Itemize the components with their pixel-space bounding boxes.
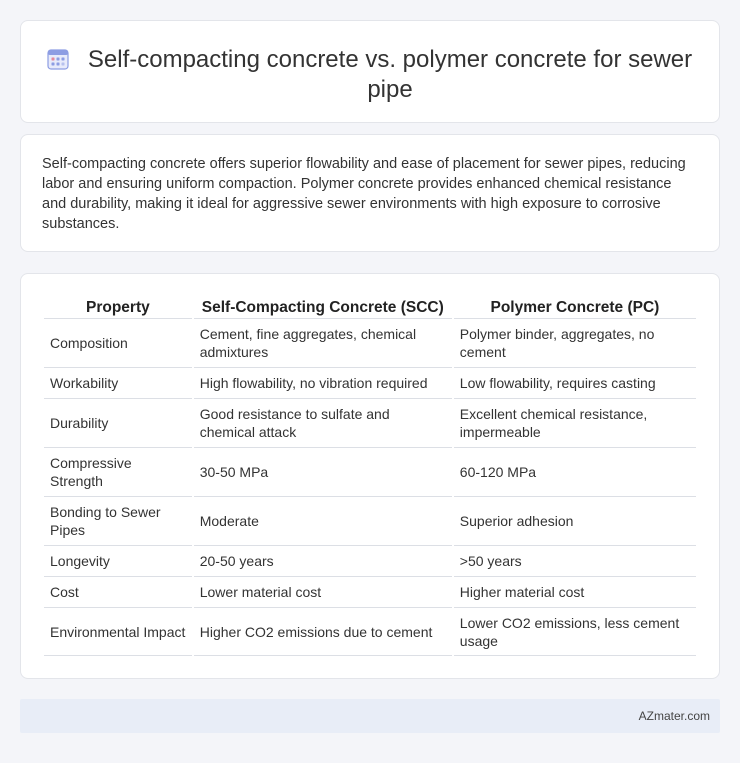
page-title: Self-compacting concrete vs. polymer concrete for sewer pipe <box>87 46 693 103</box>
table-header-row <box>44 294 696 318</box>
table-row <box>44 576 696 607</box>
scc-cell: 30-50 MPa <box>194 447 452 496</box>
summary-paragraph: Self-compacting concrete offers superior flowability and ease of placement for sewer pipes, reducing labor and ensuring uniform compaction. Polymer concrete provides enhanced chemical resistance and durability, making it ideal for aggressive sewer environments with high exposure to corrosive substances. <box>42 156 686 232</box>
column-header-property: Property <box>85 299 150 316</box>
title-card <box>20 20 720 123</box>
pc-cell: Polymer binder, aggregates, no cement <box>454 318 696 367</box>
pc-cell: Higher material cost <box>454 576 696 607</box>
comparison-table-card <box>20 273 720 679</box>
property-cell: Cost <box>44 576 192 607</box>
pc-cell: Excellent chemical resistance, impermeable <box>454 398 696 447</box>
pc-cell: Low flowability, requires casting <box>454 367 696 398</box>
table-row <box>44 398 696 447</box>
column-header-pc: Polymer Concrete (PC) <box>490 299 660 316</box>
table-row <box>44 367 696 398</box>
scc-cell: Moderate <box>194 496 452 545</box>
table-row <box>44 318 696 367</box>
scc-cell: Good resistance to sulfate and chemical attack <box>194 398 452 447</box>
pc-cell: >50 years <box>454 545 696 576</box>
table-row <box>44 496 696 545</box>
scc-cell: 20-50 years <box>194 545 452 576</box>
property-cell: Durability <box>44 398 192 447</box>
property-cell: Workability <box>44 367 192 398</box>
scc-cell: Higher CO2 emissions due to cement <box>194 607 452 656</box>
table-row <box>44 447 696 496</box>
pc-cell: Lower CO2 emissions, less cement usage <box>454 607 696 656</box>
property-cell: Longevity <box>44 545 192 576</box>
calendar-grid-icon <box>47 48 69 70</box>
scc-cell: Lower material cost <box>194 576 452 607</box>
table-row <box>44 545 696 576</box>
summary-card <box>20 134 720 252</box>
pc-cell: Superior adhesion <box>454 496 696 545</box>
property-cell: Bonding to Sewer Pipes <box>44 496 192 545</box>
property-cell: Compressive Strength <box>44 447 192 496</box>
footer-brand-link[interactable]: AZmater.com <box>638 709 710 723</box>
property-cell: Composition <box>44 318 192 367</box>
pc-cell: 60-120 MPa <box>454 447 696 496</box>
comparison-table <box>42 294 698 656</box>
scc-cell: Cement, fine aggregates, chemical admixtures <box>194 318 452 367</box>
scc-cell: High flowability, no vibration required <box>194 367 452 398</box>
footer-bar <box>20 699 720 733</box>
table-row <box>44 607 696 656</box>
property-cell: Environmental Impact <box>44 607 192 656</box>
column-header-scc: Self-Compacting Concrete (SCC) <box>201 299 444 316</box>
